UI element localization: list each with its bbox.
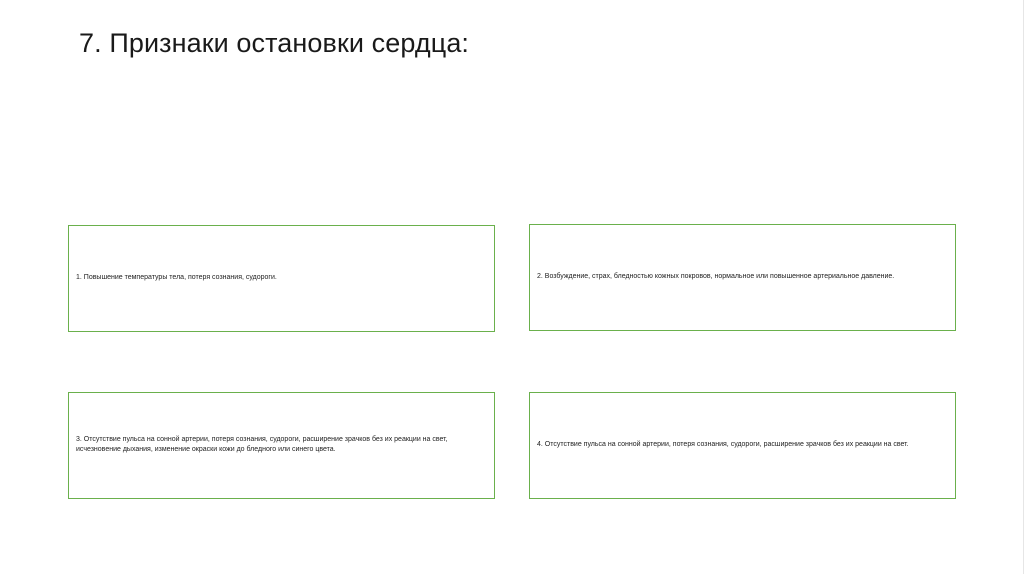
answer-option-2-text: 2. Возбуждение, страх, бледностью кожных покровов, нормальное или повышенное артериальное давление. [537, 272, 895, 280]
answer-option-1-text: 1. Повышение температуры тела, потеря сознания, судороги. [76, 273, 277, 281]
answer-option-3[interactable] [68, 392, 495, 499]
answer-option-4-text: 4. Отсутствие пульса на сонной артерии, потеря сознания, судороги, расширение зрачков без их реакции на свет. [537, 440, 909, 448]
slide-title: 7. Признаки остановки сердца: [79, 28, 470, 58]
answer-option-4[interactable] [529, 392, 956, 499]
answer-option-3-text: 3. Отсутствие пульса на сонной артерии, потеря сознания, судороги, расширение зрачков без их реакции на свет, исчезновение дыхания, изменение окраски кожи до бледного или синего цвета. [76, 435, 448, 453]
answer-option-1[interactable] [68, 225, 495, 332]
answer-option-2[interactable] [529, 224, 956, 331]
